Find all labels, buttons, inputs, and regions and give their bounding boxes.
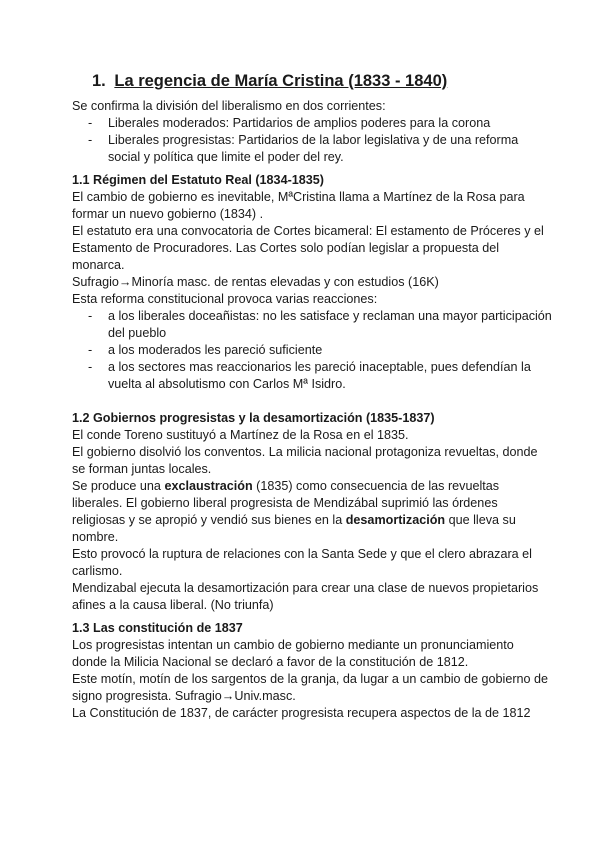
paragraph: El estatuto era una convocatoria de Cortes bicameral: El estamento de Próceres y el Estamento de Procuradores. Las Cortes solo podían legislar a propuesta del monarca. <box>72 224 544 272</box>
paragraph: Esta reforma constitucional provoca varias reacciones: <box>72 292 378 306</box>
list-item: - Liberales progresistas: Partidarios de la labor legislativa y de una reforma social y política que limite el poder del rey. <box>108 132 552 166</box>
paragraph: Sufragio→Minoría masc. de rentas elevadas y con estudios (16K) <box>72 275 439 289</box>
paragraph: El conde Toreno sustituyó a Martínez de la Rosa en el 1835. <box>72 428 409 442</box>
paragraph: Este motín, motín de los sargentos de la granja, da lugar a un cambio de gobierno de signo progresista. Sufragio→Univ.masc. <box>72 672 549 703</box>
paragraph: El gobierno disolvió los conventos. La milicia nacional protagoniza revueltas, donde se forman juntas locales. <box>72 445 538 476</box>
bold-term: exclaustración <box>164 479 253 493</box>
paragraph: Esto provocó la ruptura de relaciones con la Santa Sede y que el clero abrazara el carlismo. <box>72 547 532 578</box>
section-3-heading: 1.3 Las constitución de 1837 <box>72 621 243 635</box>
intro-text: Se confirma la división del liberalismo en dos corrientes: <box>72 99 386 113</box>
section-2-heading: 1.2 Gobiernos progresistas y la desamortización (1835-1837) <box>72 411 435 425</box>
document-content <box>72 70 552 722</box>
bold-term: desamortización <box>345 513 446 527</box>
list-item: - a los moderados les pareció suficiente <box>108 342 552 359</box>
title-text: La regencia de María Cristina (1833 - 1840) <box>114 72 448 90</box>
section-1-heading: 1.1 Régimen del Estatuto Real (1834-1835) <box>72 173 324 187</box>
reactions-list <box>72 308 552 393</box>
intro-list <box>72 115 552 166</box>
paragraph: Mendizabal ejecuta la desamortización para crear una clase de nuevos propietarios afines a la causa liberal. (No triunfa) <box>72 581 539 612</box>
title-number: 1. <box>92 72 106 90</box>
list-item: - a los sectores mas reaccionarios les pareció inaceptable, pues defendían la vuelta al absolutismo con Carlos Mª Isidro. <box>108 359 552 393</box>
paragraph: Los progresistas intentan un cambio de gobierno mediante un pronunciamiento donde la Milicia Nacional se declaró a favor de la constitución de 1812. <box>72 638 514 669</box>
list-item: - Liberales moderados: Partidarios de amplios poderes para la corona <box>108 115 552 132</box>
list-item: - a los liberales doceañistas: no les satisface y reclaman una mayor participación del pueblo <box>108 308 552 342</box>
page-title <box>92 70 552 92</box>
paragraph: El cambio de gobierno es inevitable, MªCristina llama a Martínez de la Rosa para formar un nuevo gobierno (1834) . <box>72 190 525 221</box>
paragraph: La Constitución de 1837, de carácter progresista recupera aspectos de la de 1812 <box>72 706 531 720</box>
paragraph: Se produce una exclaustración (1835) como consecuencia de las revueltas liberales. El gobierno liberal progresista de Mendizábal suprimió las órdenes religiosas y se apropió y vendió sus bienes en la desamortización que lleva su nombre. <box>72 479 516 544</box>
